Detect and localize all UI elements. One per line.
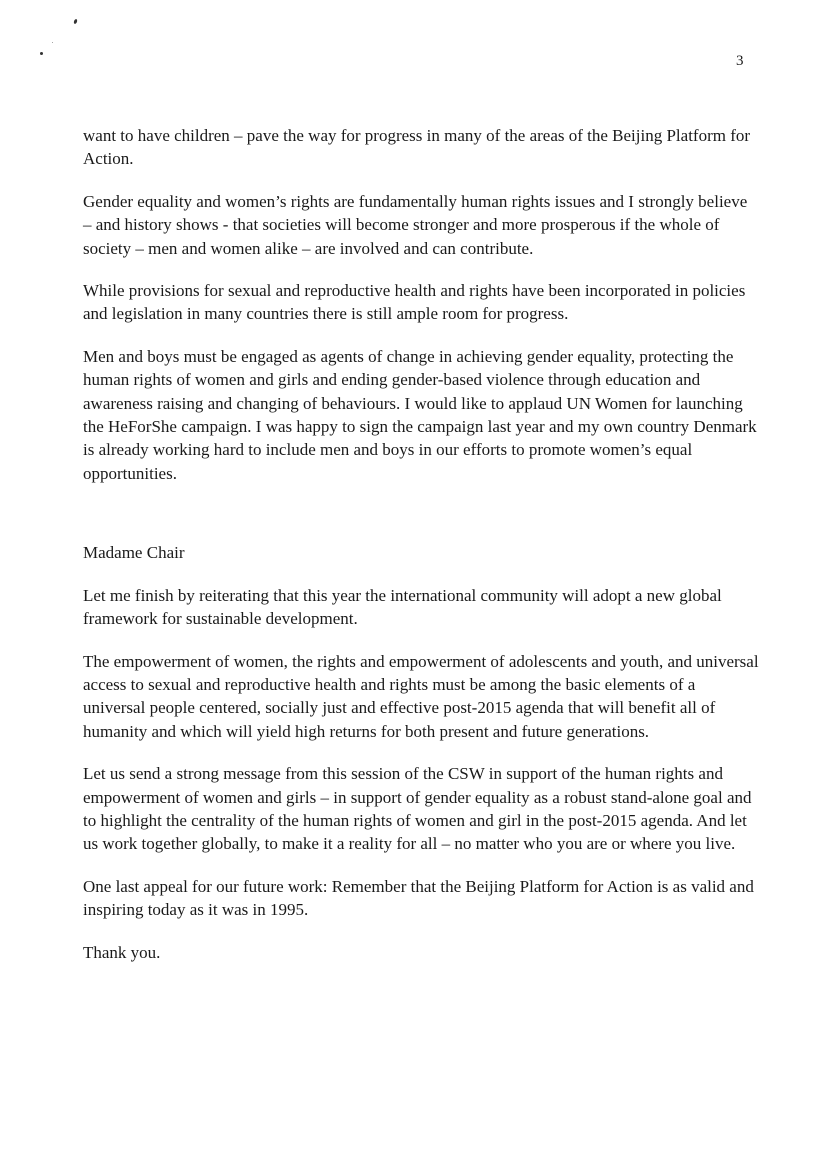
document-body xyxy=(83,124,759,983)
paragraph-continuation: want to have children – pave the way for progress in many of the areas of the Beijing Platform for Action. xyxy=(83,126,751,169)
paragraph-empowerment: The empowerment of women, the rights and empowerment of adolescents and youth, and universal access to sexual and reproductive health and rights must be among the basic elements of a universal people centered, socially just and effective post-2015 agenda that will benefit all of humanity and which will yield high returns for both present and future generations. xyxy=(83,651,759,741)
paragraph-gender-equality: Gender equality and women’s rights are fundamentally human rights issues and I strongly believe – and history shows - that societies will become stronger and more prosperous if the whole of society – men and women alike – are involved and can contribute. xyxy=(83,191,748,258)
paragraph-global-framework: Let me finish by reiterating that this year the international community will adopt a new global framework for sustainable development. xyxy=(83,585,722,629)
scan-speck xyxy=(40,52,43,55)
scan-speck xyxy=(73,19,78,25)
paragraph-strong-message: Let us send a strong message from this session of the CSW in support of the human rights and empowerment of women and girls – in support of gender equality as a robust stand-alone goal and to highlight the centrality of the human rights of women and girl in the post-2015 agenda. And let us work together globally, to make it a reality for all – no matter who you are or where you live. xyxy=(83,764,752,854)
paragraph-provisions: While provisions for sexual and reproductive health and rights have been incorporated in policies and legislation in many countries there is still ample room for progress. xyxy=(83,281,746,324)
closing-thank-you: Thank you. xyxy=(83,942,161,962)
scan-speck xyxy=(52,42,53,43)
paragraph-men-and-boys: Men and boys must be engaged as agents of change in achieving gender equality, protecting the human rights of women and girls and ending gender-based violence through education and awareness raising and changing of behaviours. I would like to applaud UN Women for launching the HeForShe campaign. I was happy to sign the campaign last year and my own country Denmark is already working hard to include men and boys in our efforts to promote women’s equal opportunities. xyxy=(83,346,757,483)
salutation-madame-chair: Madame Chair xyxy=(83,543,185,563)
page-number: 3 xyxy=(736,53,744,69)
paragraph-last-appeal: One last appeal for our future work: Remember that the Beijing Platform for Action is as valid and inspiring today as it was in 1995. xyxy=(83,876,754,920)
